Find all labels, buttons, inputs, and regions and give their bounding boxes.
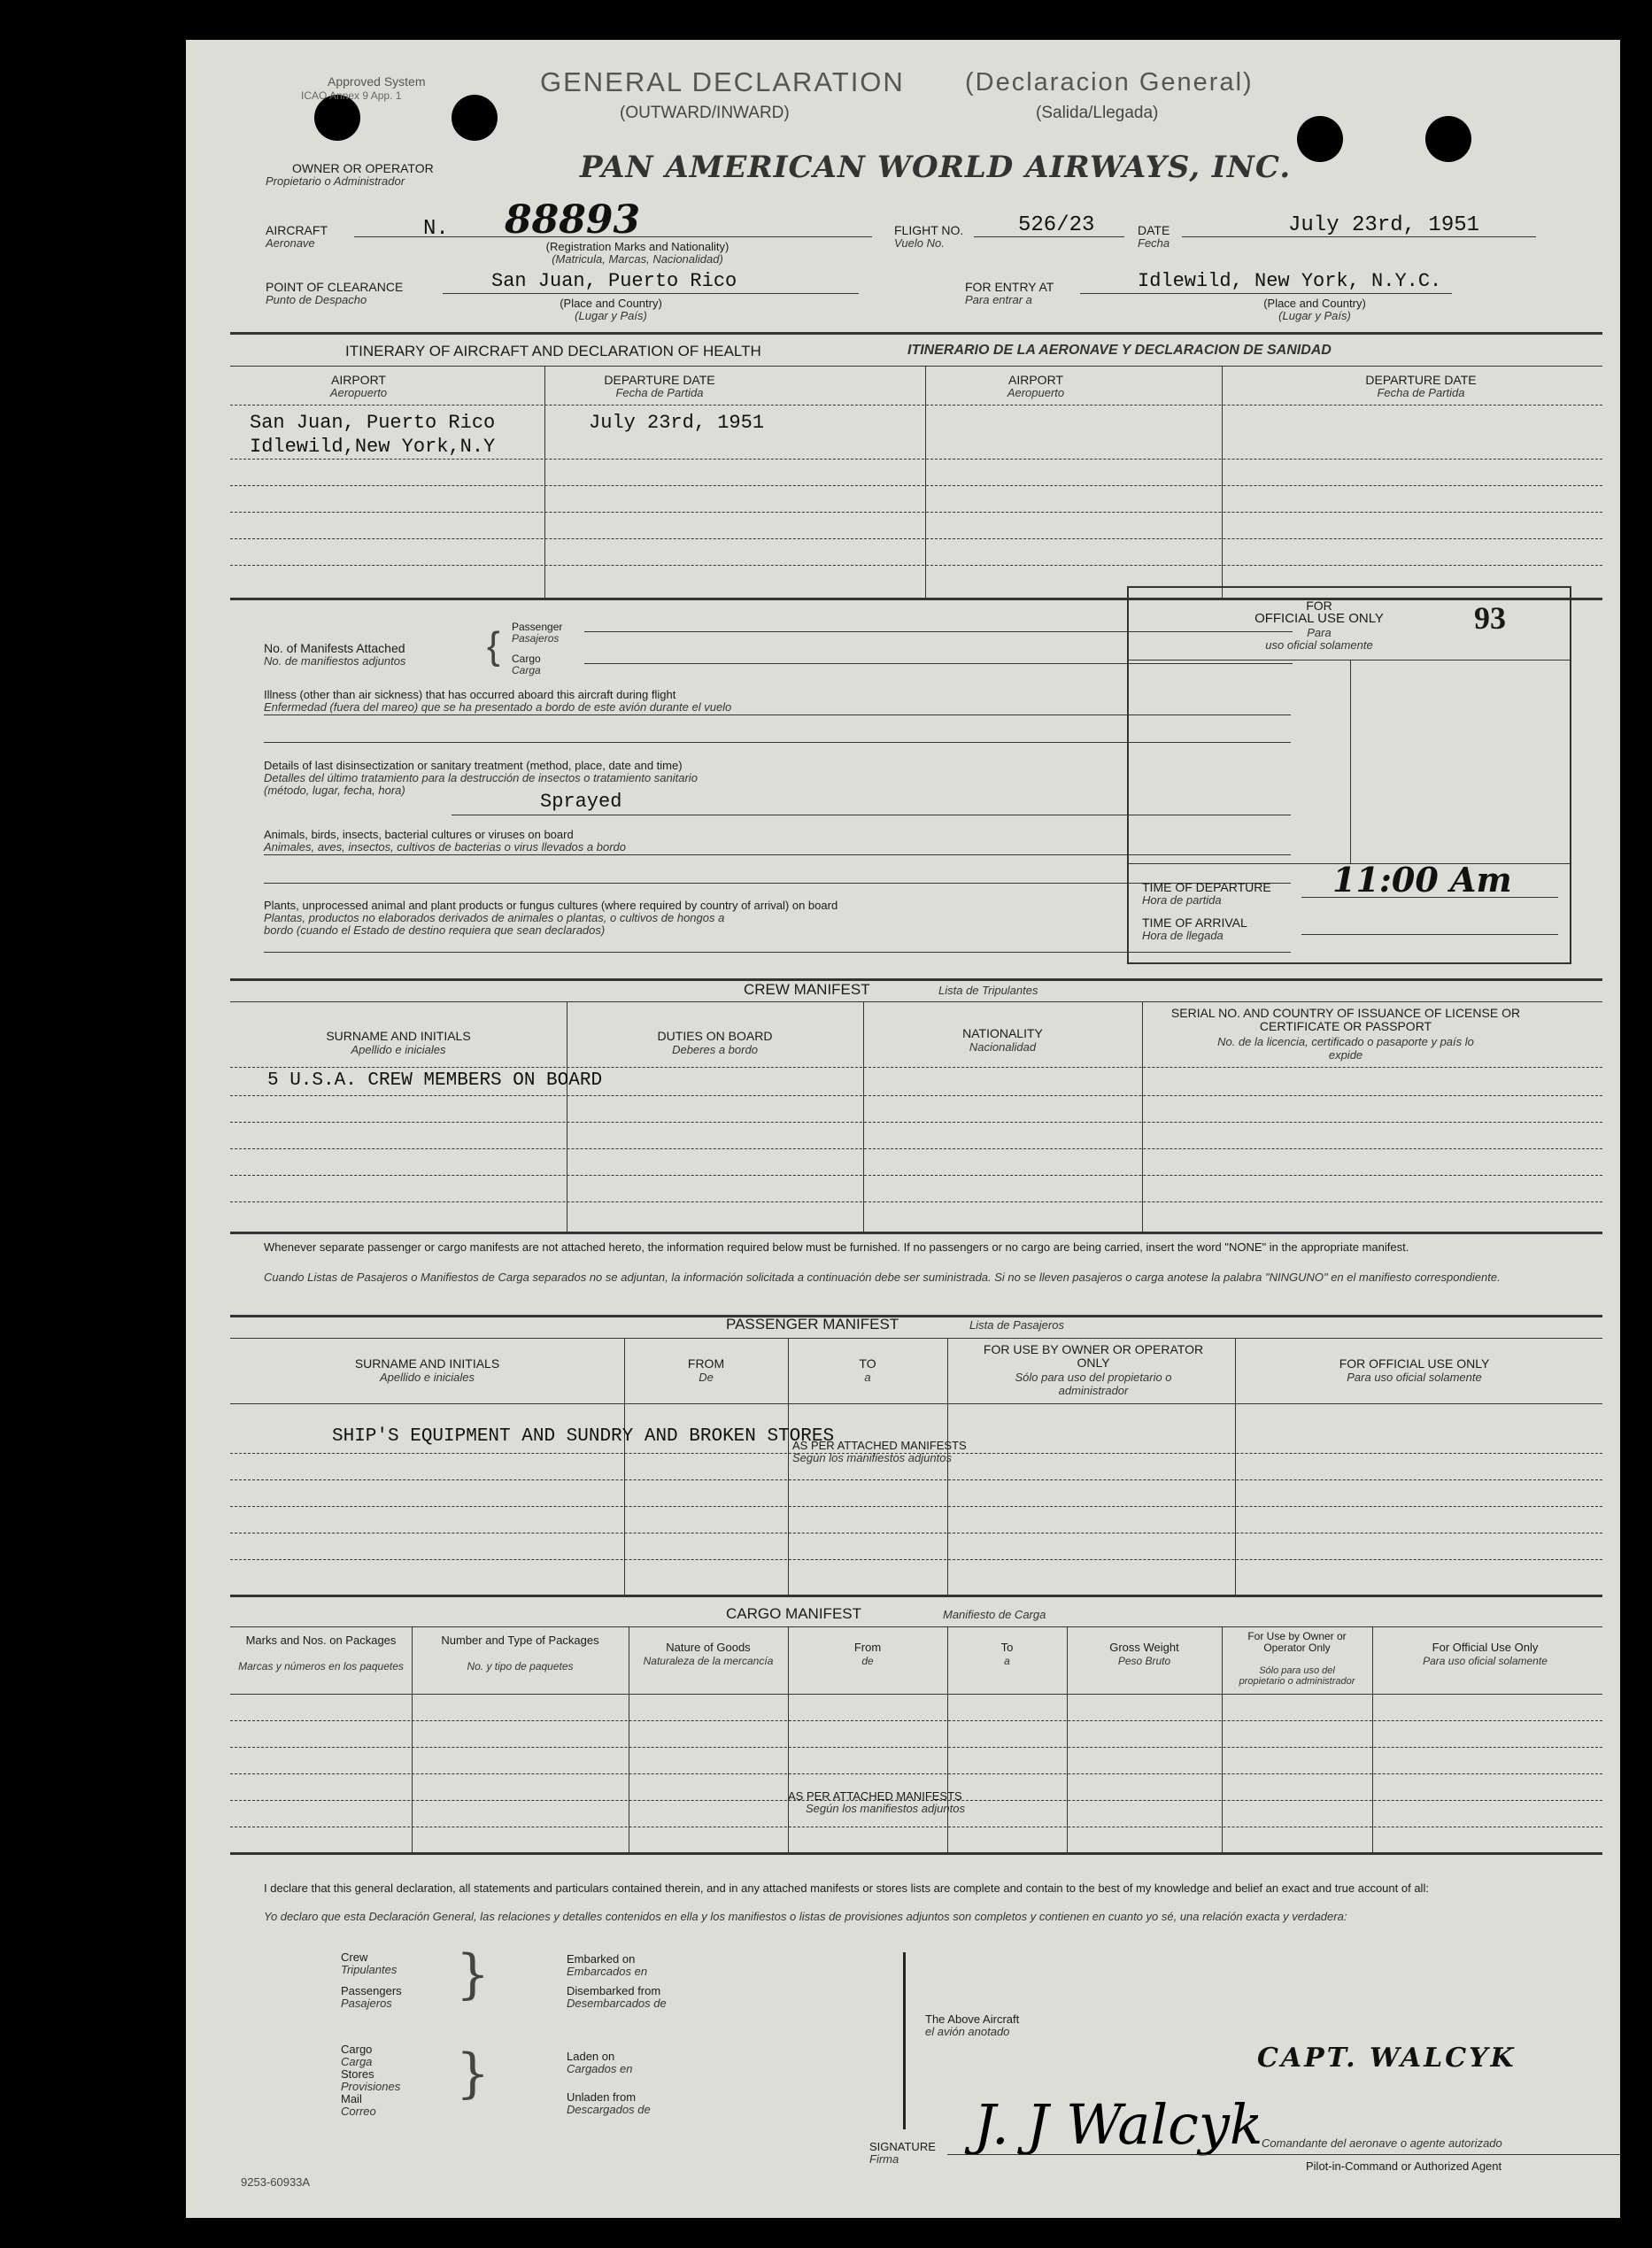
commander-es: Comandante del aeronave o agente autorizado: [1262, 2136, 1502, 2150]
punch-hole: [452, 95, 498, 141]
itin-col-airport-2-es: Aeropuerto: [1007, 386, 1065, 399]
decl-disembarked-es: Desembarcados de: [567, 1997, 667, 2010]
entry-note: (Place and Country): [1263, 297, 1366, 310]
form-title-es-sub: (Salida/Llegada): [1036, 104, 1159, 122]
cargo-title-es: Manifiesto de Carga: [943, 1608, 1046, 1621]
crew-col-duties: DUTIES ON BOARD: [657, 1029, 773, 1043]
pax-col-official-es: Para uso oficial solamente: [1347, 1371, 1482, 1384]
pax-col-to: TO: [859, 1356, 876, 1371]
cargo-col-to: To: [1000, 1641, 1014, 1654]
form-number: 9253-60933A: [241, 2175, 311, 2189]
signature: J. J Walcyk: [974, 2092, 1263, 2157]
decl-disembarked: Disembarked from: [567, 1984, 661, 1997]
cargo-col-nature-es: Naturaleza de la mercancía: [643, 1655, 774, 1667]
itin-col-date-2-es: Fecha de Partida: [1377, 386, 1465, 399]
cargo-col-number: Number and Type of Packages: [441, 1634, 599, 1647]
cargo-col-owner-es: Sólo para uso del propietario o administrador: [1239, 1665, 1355, 1687]
cargo-col-nature: Nature of Goods: [666, 1641, 751, 1654]
clearance-note-es: (Lugar y País): [575, 309, 647, 322]
itin-col-airport-es: Aeropuerto: [329, 386, 388, 399]
commander-label: Pilot-in-Command or Authorized Agent: [1306, 2159, 1502, 2173]
pax-col-surname: SURNAME AND INITIALS: [354, 1356, 500, 1371]
owner-label-es: Propietario o Administrador: [266, 174, 405, 188]
animals-label: Animals, birds, insects, bacterial cultures or viruses on board: [264, 828, 574, 841]
declaration-es: Yo declaro que esta Declaración General, las relaciones y detalles contenidos en ella y los manifiestos o listas de provisiones adjuntos son completos y contienen en cuanto yo sé, una relación exacta y verdadera:: [264, 1910, 1347, 1923]
decl-laden-es: Cargados en: [567, 2062, 633, 2075]
clearance-label: POINT OF CLEARANCE: [266, 280, 404, 294]
aircraft-label-es: Aeronave: [266, 236, 315, 250]
cargo-col-official-es: Para uso oficial solamente: [1423, 1655, 1548, 1667]
manifests-label-es: No. de manifiestos adjuntos: [264, 654, 406, 668]
decl-unladen-es: Descargados de: [567, 2103, 651, 2116]
illness-label: Illness (other than air sickness) that has occurred aboard this aircraft during flight: [264, 688, 676, 701]
passenger-entry: SHIP'S EQUIPMENT AND SUNDRY AND BROKEN STORES: [332, 1426, 835, 1447]
decl-mail: Mail: [341, 2092, 362, 2105]
cargo-col-to-es: a: [1004, 1655, 1010, 1667]
crew-col-duties-es: Deberes a bordo: [672, 1043, 758, 1056]
pax-col-surname-es: Apellido e iniciales: [380, 1371, 475, 1384]
itin-col-date: DEPARTURE DATE: [604, 373, 715, 387]
passenger-label-es: Pasajeros: [512, 632, 560, 645]
declaration-en: I declare that this general declaration, all statements and particulars contained therein, and in any attached manifests or stores lists are complete and contain to the best of my knowledge and belief an exact and true account of all:: [264, 1881, 1429, 1895]
cargo-label-es: Carga: [512, 664, 541, 676]
cargo-label: Cargo: [512, 653, 541, 665]
captain-name: CAPT. WALCYK: [1257, 2043, 1517, 2074]
entry-note-es: (Lugar y País): [1278, 309, 1351, 322]
decl-stores-es: Provisiones: [341, 2080, 401, 2093]
punch-hole: [1425, 116, 1471, 162]
pax-col-from-es: De: [699, 1371, 714, 1384]
itin-row-1-airport: San Juan, Puerto Rico: [250, 412, 496, 434]
pax-attached: AS PER ATTACHED MANIFESTS: [792, 1439, 967, 1452]
passenger-title: PASSENGER MANIFEST: [726, 1316, 899, 1333]
cargo-col-number-es: No. y tipo de paquetes: [467, 1660, 574, 1672]
cargo-col-owner: For Use by Owner or Operator Only: [1247, 1630, 1347, 1654]
icao-note: ICAO Annex 9 App. 1: [301, 89, 402, 102]
entry-label-es: Para entrar a: [965, 293, 1032, 306]
disinsect-label-es: Detalles del último tratamiento para la destrucción de insectos o tratamiento sanitario: [264, 771, 698, 784]
passenger-title-es: Lista de Pasajeros: [969, 1318, 1064, 1332]
clearance-value: San Juan, Puerto Rico: [491, 270, 737, 292]
itin-col-date-2: DEPARTURE DATE: [1365, 373, 1477, 387]
manifests-label: No. of Manifests Attached: [264, 641, 405, 655]
decl-cargo: Cargo: [341, 2043, 373, 2056]
itin-col-date-es: Fecha de Partida: [615, 386, 704, 399]
official-label: OFFICIAL USE ONLY: [1254, 611, 1384, 626]
decl-embarked: Embarked on: [567, 1952, 636, 1966]
approved-note: Approved System: [328, 74, 426, 89]
aircraft-prefix: N.: [423, 217, 449, 241]
date-label-es: Fecha: [1138, 236, 1170, 250]
form-title-es: (Declaracion General): [965, 68, 1254, 97]
pax-col-official: FOR OFFICIAL USE ONLY: [1339, 1356, 1490, 1371]
official-for: FOR: [1306, 599, 1332, 613]
date-label: DATE: [1138, 223, 1170, 237]
signature-label: SIGNATURE: [869, 2140, 936, 2153]
entry-value: Idlewild, New York, N.Y.C.: [1138, 270, 1442, 292]
entry-label: FOR ENTRY AT: [965, 280, 1054, 294]
owner-value: PAN AMERICAN WORLD AIRWAYS, INC.: [580, 150, 1292, 185]
decl-laden: Laden on: [567, 2050, 615, 2063]
cargo-title: CARGO MANIFEST: [726, 1605, 862, 1622]
clearance-label-es: Punto de Despacho: [266, 293, 367, 306]
pax-col-from: FROM: [687, 1356, 725, 1371]
decl-stores: Stores: [341, 2067, 374, 2081]
pax-col-owner-es: Sólo para uso del propietario o administrador: [1015, 1371, 1172, 1397]
crew-entry: 5 U.S.A. CREW MEMBERS ON BOARD: [267, 1070, 603, 1091]
itin-col-airport-2: AIRPORT: [1008, 373, 1063, 387]
form-sheet: Approved System ICAO Annex 9 App. 1 GENERAL DECLARATION (OUTWARD/INWARD) (Declaracion General) (Salida/Llegada) OWNER OR OPERATOR Propietario o Administrador PAN AMERICAN WORLD AIRWAYS, INC. AIRCRAFT Aeronave N. 88893 (Registration Marks and Nationality) (Matricula, Marcas, Nacionalidad) FLIGHT NO. Vuelo No. 526/23 DATE Fecha July 23rd, 1951 POINT OF CLEARANCE Punto de Despacho San Juan, Puerto Rico (Place and Country) (Lugar y País) FOR ENTRY AT Para entrar a Idlewild, New York, N.Y.C. (Place and Country) (Lugar y País) ITINERARY OF AIRCRAFT AND DECLARATION OF HEALTH ITINERARIO DE LA AERONAVE Y DECLARACION DE SANIDAD AIRPORT Aeropuerto DEPARTURE DATE Fecha de Partida AIRPORT Aeropuerto DEPARTURE DATE Fecha de Partida San Juan, Puerto Rico July 23rd, 1951 Idlewild,New York,N.Y No. of Manifests Attached No. de manifiestos adjuntos { Passenger Pasajeros Cargo Carga Illness (other than air sickness) that has occurred aboard this aircraft during flight Enfermedad (fuera del mareo) que se ha presentado a bordo de este avión durante el vuelo Details of last disinsectization or sanitary treatment (method, place, date and time) Detalles del último tratamiento para la destrucción de insectos o tratamiento sanitario (método, lugar, fecha, hora) Sprayed Animals, birds, insects, bacterial cultures or viruses on board Animales, aves, insectos, cultivos de bacterias o virus llevados a bordo Plants, unprocessed animal and plant products or fungus cultures (where required by country of arrival) on board Plantas, productos no elaborados derivados de animales o plantas, o cultivos de hongos a bordo (cuando el Estado de destino requiera que sean declarados) FOR OFFICIAL USE ONLY Para uso oficial solamente 93 TIME OF DEPARTURE Hora de partida 11:00 Am TIME OF ARRIVAL Hora de llegada CREW MANIFEST Lista de Tripulantes SURNAME AND INITIALS Apellido e iniciales DUTIES ON BOARD Deberes a bordo NATIONALITY Nacionalidad SERIAL NO. AND COUNTRY OF ISSUANCE OF LICENSE OR CERTIFICATE OR PASSPORT No. de la licencia, certificado o pasaporte y país lo expide 5 U.S.A. CREW MEMBERS ON BOARD Whenever separate passenger or cargo manifests are not attached hereto, the information required below must be furnished. If no passengers or no cargo are being carried, insert the word "NONE" in the appropriate manifest. Cuando Listas de Pasajeros o Manifiestos de Carga separados no se adjuntan, la información solicitada a continuación debe ser suministrada. Si no se lleven pasajeros o carga anotese la palabra "NINGUNO" en el manifiesto correspondiente. PASSENGER MANIFEST Lista de Pasajeros SURNAME AND INITIALS Apellido e iniciales FROM De TO a FOR USE BY OWNER OR OPERATOR ONLY Sólo para uso del propietario o administrador FOR OFFICIAL USE ONLY Para uso oficial solamente SHIP'S EQUIPMENT AND SUNDRY AND BROKEN STORES AS PER ATTACHED MANIFESTS Según los manifiestos adjuntos CARGO MANIFEST Manifiesto de Carga Marks and Nos. on Packages Marcas y números en los paquetes Number and Type of Packages No. y tipo de paquetes Nature of Goods Naturaleza de la mercancía From de To a Gross Weight Peso Bruto For Use by Owner or Operator Only Sólo para uso del propietario o administrador For Official Use Only Para uso oficial solamente AS PER ATTACHED MANIFESTS Según los manifiestos adjuntos I declare that this general declaration, all statements and particulars contained therein, and in any attached manifests or stores lists are complete and contain to the best of my knowledge and belief an exact and true account of all: Yo declaro que esta Declaración General, las relaciones y detalles contenidos en ella y los manifiestos o listas de provisiones adjuntos son completos y contienen en cuanto yo sé, una relación exacta y verdadera: Crew Tripulantes Passengers Pasajeros } Embarked on Embarcados en Disembarked from Desembarcados de Cargo Carga Stores Provisiones Mail Correo } Laden on Cargados en Unladen from Descargados de The Above Aircraft el avión anotado CAPT. WALCYK SIGNATURE Firma J. J Walcyk Comandante del aeronave o agente autorizado Pilot-in-Command or Authorized Agent 9253-60933A: [186, 40, 1620, 2218]
punch-hole: [1297, 116, 1343, 162]
arrival-time-label: TIME OF ARRIVAL: [1142, 915, 1247, 930]
decl-mail-es: Correo: [341, 2105, 376, 2118]
flight-label: FLIGHT NO.: [894, 223, 964, 237]
pax-col-to-es: a: [864, 1371, 871, 1384]
official-label-es-2: uso oficial solamente: [1265, 638, 1373, 652]
registration-note-es: (Matricula, Marcas, Nacionalidad): [552, 252, 723, 266]
departure-time-label-es: Hora de partida: [1142, 893, 1222, 907]
cargo-attached: AS PER ATTACHED MANIFESTS: [788, 1789, 962, 1803]
registration-note: (Registration Marks and Nationality): [545, 240, 730, 253]
notice-es: Cuando Listas de Pasajeros o Manifiestos de Carga separados no se adjuntan, la información solicitada a continuación debe ser suministrada. Si no se lleven pasajeros o carga anotese la palabra "NINGUNO" en el manifiesto correspondiente.: [264, 1271, 1501, 1284]
decl-crew-es: Tripulantes: [341, 1963, 398, 1976]
cargo-col-from: From: [853, 1641, 882, 1654]
pax-col-owner: FOR USE BY OWNER OR OPERATOR ONLY: [983, 1342, 1204, 1370]
flight-no: 526/23: [1018, 213, 1095, 237]
decl-cargo-es: Carga: [341, 2055, 373, 2068]
cargo-col-from-es: de: [861, 1655, 874, 1667]
crew-title: CREW MANIFEST: [744, 981, 870, 998]
clearance-note: (Place and Country): [560, 297, 662, 310]
official-label-es: Para: [1307, 626, 1332, 639]
plants-label: Plants, unprocessed animal and plant products or fungus cultures (where required by country of arrival) on board: [264, 899, 838, 912]
signature-label-es: Firma: [869, 2152, 899, 2166]
decl-crew: Crew: [341, 1951, 368, 1964]
crew-col-license: SERIAL NO. AND COUNTRY OF ISSUANCE OF LICENSE OR CERTIFICATE OR PASSPORT: [1170, 1006, 1521, 1033]
decl-embarked-es: Embarcados en: [567, 1965, 648, 1978]
itinerary-title-es: ITINERARIO DE LA AERONAVE Y DECLARACION DE SANIDAD: [907, 343, 1332, 358]
decl-passengers: Passengers: [341, 1984, 402, 1997]
plants-label-es-2: bordo (cuando el Estado de destino requiera que sean declarados): [264, 923, 606, 937]
crew-col-surname-es: Apellido e iniciales: [351, 1043, 446, 1056]
owner-label: OWNER OR OPERATOR: [292, 161, 434, 175]
notice-en: Whenever separate passenger or cargo manifests are not attached hereto, the information required below must be furnished. If no passengers or no cargo are being carried, insert the word "NONE" in the appropriate manifest.: [264, 1240, 1409, 1254]
disinsect-label-es-2: (método, lugar, fecha, hora): [264, 784, 405, 797]
cargo-col-marks-es: Marcas y números en los paquetes: [238, 1660, 404, 1672]
illness-label-es: Enfermedad (fuera del mareo) que se ha presentado a bordo de este avión durante el vuelo: [264, 700, 732, 714]
cargo-col-official: For Official Use Only: [1432, 1641, 1539, 1654]
cargo-col-weight-es: Peso Bruto: [1117, 1655, 1171, 1667]
departure-time-value: 11:00 Am: [1332, 860, 1512, 900]
flight-label-es: Vuelo No.: [894, 236, 945, 250]
aircraft-label: AIRCRAFT: [266, 223, 328, 237]
form-title-sub: (OUTWARD/INWARD): [620, 104, 790, 122]
animals-label-es: Animales, aves, insectos, cultivos de bacterias o virus llevados a bordo: [264, 840, 626, 854]
crew-col-surname: SURNAME AND INITIALS: [326, 1029, 471, 1043]
disinsect-label: Details of last disinsectization or sanitary treatment (method, place, date and time): [264, 759, 683, 772]
form-title: GENERAL DECLARATION: [540, 66, 905, 97]
flight-date: July 23rd, 1951: [1288, 213, 1480, 237]
decl-unladen: Unladen from: [567, 2090, 637, 2104]
itin-row-1-date: July 23rd, 1951: [589, 412, 765, 434]
cargo-attached-es: Según los manifiestos adjuntos: [806, 1802, 965, 1815]
itin-row-2-airport: Idlewild,New York,N.Y: [250, 436, 496, 458]
cargo-col-marks: Marks and Nos. on Packages: [245, 1634, 397, 1647]
itinerary-title: ITINERARY OF AIRCRAFT AND DECLARATION OF HEALTH: [345, 343, 761, 359]
arrival-time-label-es: Hora de llegada: [1142, 929, 1224, 942]
disinsect-value: Sprayed: [540, 791, 622, 813]
crew-col-nationality-es: Nacionalidad: [969, 1040, 1037, 1054]
decl-above-es: el avión anotado: [925, 2025, 1010, 2038]
decl-passengers-es: Pasajeros: [341, 1997, 392, 2010]
crew-title-es: Lista de Tripulantes: [938, 984, 1038, 997]
passenger-label: Passenger: [512, 621, 563, 633]
plants-label-es: Plantas, productos no elaborados derivados de animales o plantas, o cultivos de hongos a: [264, 911, 725, 924]
cargo-col-weight: Gross Weight: [1109, 1641, 1179, 1654]
crew-col-license-es: No. de la licencia, certificado o pasaporte y país lo expide: [1217, 1035, 1474, 1062]
departure-time-label: TIME OF DEPARTURE: [1142, 880, 1271, 894]
crew-col-nationality: NATIONALITY: [962, 1026, 1043, 1040]
decl-above: The Above Aircraft: [925, 2012, 1020, 2026]
pax-attached-es: Según los manifiestos adjuntos: [792, 1451, 952, 1464]
aircraft-registration: 88893: [505, 197, 641, 243]
itin-col-airport: AIRPORT: [331, 373, 386, 387]
official-number: 93: [1474, 600, 1506, 636]
